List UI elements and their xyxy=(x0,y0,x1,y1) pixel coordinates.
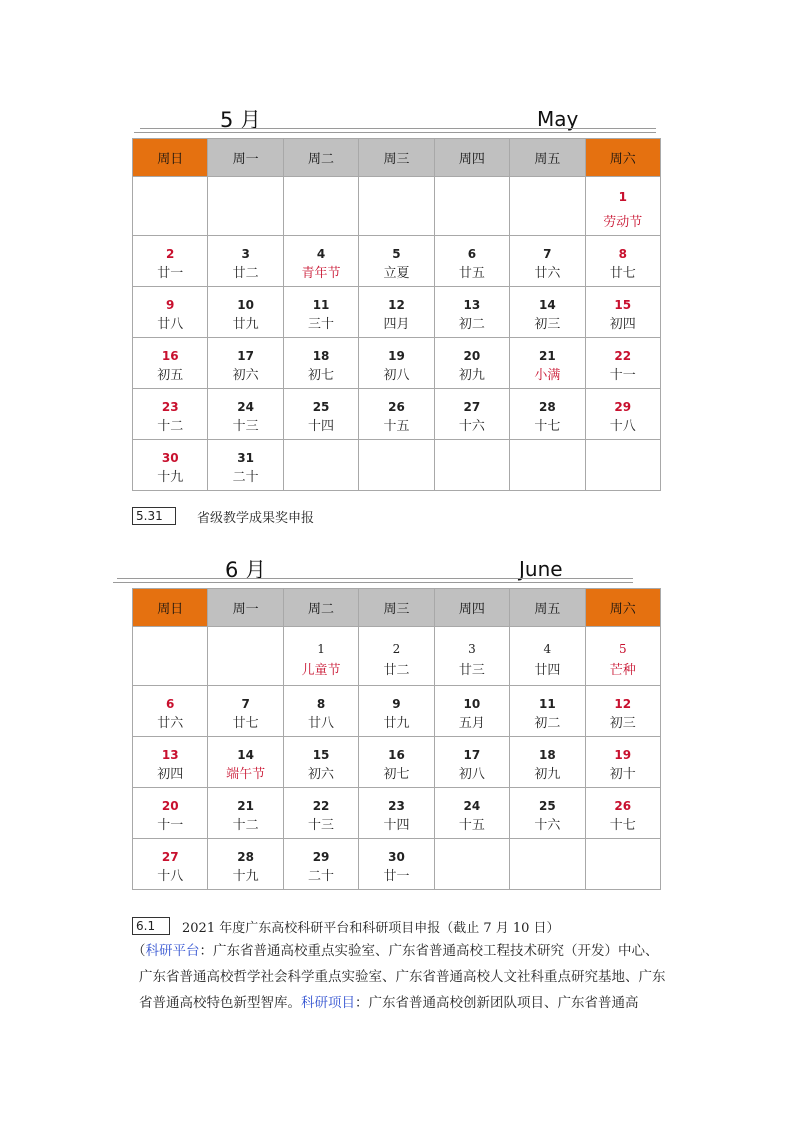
weekday-header: 周三 xyxy=(359,139,434,177)
day-number: 17 xyxy=(463,748,481,762)
lunar-date: 初六 xyxy=(232,368,259,383)
day-number: 27 xyxy=(463,400,481,414)
holiday-label: 儿童节 xyxy=(301,663,341,678)
lunar-date: 初七 xyxy=(383,767,410,782)
lunar-date: 初六 xyxy=(308,767,335,782)
day-cell xyxy=(434,389,509,440)
lunar-date: 初八 xyxy=(383,368,410,383)
lunar-date: 廿七 xyxy=(232,716,259,731)
lunar-date: 十五 xyxy=(458,818,485,833)
day-number: 6 xyxy=(467,247,477,261)
day-cell xyxy=(208,389,283,440)
lunar-date: 廿六 xyxy=(534,266,561,281)
day-number: 20 xyxy=(161,799,179,813)
day-cell xyxy=(359,686,434,737)
day-number: 21 xyxy=(538,349,556,363)
may-title-en: May xyxy=(537,107,579,131)
holiday-label: 小满 xyxy=(534,368,561,383)
day-number: 1 xyxy=(618,190,627,204)
day-number: 16 xyxy=(161,349,179,363)
day-number: 17 xyxy=(237,349,254,363)
lunar-date: 廿二 xyxy=(232,266,259,281)
lunar-date: 十八 xyxy=(609,419,636,434)
june-note-text: 2021 年度广东高校科研平台和科研项目申报（截止 7 月 10 日） xyxy=(182,921,560,936)
day-cell xyxy=(208,686,283,737)
day-number: 30 xyxy=(161,451,179,465)
weekday-header: 周日 xyxy=(133,589,208,627)
day-number: 9 xyxy=(166,298,175,312)
day-number: 10 xyxy=(463,697,481,711)
day-cell xyxy=(359,338,434,389)
lunar-date: 立夏 xyxy=(383,266,410,281)
weekday-header: 周六 xyxy=(585,139,660,177)
lunar-date: 二十 xyxy=(308,869,335,884)
day-cell xyxy=(510,686,585,737)
day-cell xyxy=(434,338,509,389)
june-title-en: June xyxy=(519,557,563,581)
day-number: 24 xyxy=(237,400,254,414)
june-calendar xyxy=(132,588,661,890)
lunar-date: 初三 xyxy=(609,716,636,731)
weekday-header: 周二 xyxy=(283,139,358,177)
day-number: 10 xyxy=(237,298,254,312)
day-number: 8 xyxy=(618,247,627,261)
day-cell xyxy=(208,440,283,491)
day-number: 8 xyxy=(316,697,326,711)
weekday-header: 周三 xyxy=(359,589,434,627)
day-cell xyxy=(510,177,585,236)
day-number: 23 xyxy=(161,400,179,414)
day-cell xyxy=(434,236,509,287)
day-cell xyxy=(585,839,660,890)
day-cell xyxy=(510,236,585,287)
weekday-header: 周五 xyxy=(510,589,585,627)
day-cell xyxy=(359,839,434,890)
day-number: 19 xyxy=(614,748,632,762)
weekday-header: 周日 xyxy=(133,139,208,177)
day-cell xyxy=(283,686,358,737)
week-row xyxy=(133,338,661,389)
paragraph-open: （ xyxy=(132,943,146,959)
lunar-date: 十五 xyxy=(383,419,410,434)
day-cell xyxy=(283,627,358,686)
day-cell xyxy=(434,839,509,890)
holiday-label: 端午节 xyxy=(226,767,266,782)
week-row xyxy=(133,737,661,788)
lunar-date: 四月 xyxy=(383,317,410,332)
lunar-date: 初十 xyxy=(609,767,636,782)
lunar-date: 初四 xyxy=(157,767,184,782)
day-cell xyxy=(133,287,208,338)
day-number: 12 xyxy=(388,298,405,312)
lunar-date: 十七 xyxy=(534,419,561,434)
lunar-date: 十三 xyxy=(308,818,335,833)
day-cell xyxy=(359,627,434,686)
day-number: 13 xyxy=(463,298,481,312)
day-number: 9 xyxy=(392,697,401,711)
lunar-date: 廿九 xyxy=(232,317,259,332)
day-cell xyxy=(434,686,509,737)
day-cell xyxy=(283,839,358,890)
lunar-date: 廿四 xyxy=(534,663,561,678)
day-number: 28 xyxy=(538,400,556,414)
day-number: 2 xyxy=(166,247,175,261)
day-cell xyxy=(359,440,434,491)
week-row xyxy=(133,177,661,236)
day-number: 2 xyxy=(392,642,401,656)
day-cell xyxy=(208,177,283,236)
week-row xyxy=(133,839,661,890)
day-cell xyxy=(510,627,585,686)
lunar-date: 廿二 xyxy=(383,663,410,678)
research-platform-text: ：广东省普通高校重点实验室、广东省普通高校工程技术研究（开发）中心、广东省普通高校哲学社会科学重点实验室、广东省普通高校人文社科重点研究基地、广东省普通高校特色新型智库。 xyxy=(139,943,666,1011)
day-number: 3 xyxy=(468,642,476,656)
day-cell xyxy=(434,287,509,338)
day-cell xyxy=(208,788,283,839)
day-cell xyxy=(283,788,358,839)
day-cell xyxy=(434,737,509,788)
day-cell xyxy=(133,177,208,236)
day-cell xyxy=(283,287,358,338)
week-row xyxy=(133,287,661,338)
may-rule-top xyxy=(140,128,656,129)
day-number: 5 xyxy=(392,247,401,261)
weekday-header: 周五 xyxy=(510,139,585,177)
lunar-date: 初三 xyxy=(534,317,561,332)
lunar-date: 初四 xyxy=(609,317,636,332)
lunar-date: 十二 xyxy=(232,818,259,833)
day-number: 5 xyxy=(618,642,627,656)
lunar-date: 三十 xyxy=(308,317,335,332)
day-cell xyxy=(359,389,434,440)
day-number: 25 xyxy=(538,799,556,813)
day-cell xyxy=(585,236,660,287)
day-cell xyxy=(359,287,434,338)
day-cell xyxy=(133,627,208,686)
day-cell xyxy=(359,737,434,788)
day-number: 14 xyxy=(538,298,556,312)
day-cell xyxy=(133,440,208,491)
day-cell xyxy=(133,686,208,737)
day-cell xyxy=(133,338,208,389)
lunar-date: 十八 xyxy=(157,869,184,884)
day-cell xyxy=(359,177,434,236)
day-number: 11 xyxy=(538,697,556,711)
weekday-header: 周一 xyxy=(208,589,283,627)
day-cell xyxy=(283,440,358,491)
lunar-date: 廿九 xyxy=(383,716,410,731)
lunar-date: 十九 xyxy=(232,869,259,884)
day-cell xyxy=(585,389,660,440)
lunar-date: 初二 xyxy=(458,317,485,332)
weekday-header: 周四 xyxy=(434,139,509,177)
day-cell xyxy=(133,389,208,440)
lunar-date: 十四 xyxy=(383,818,410,833)
day-cell xyxy=(510,788,585,839)
week-row xyxy=(133,236,661,287)
lunar-date: 廿三 xyxy=(458,663,485,678)
day-number: 22 xyxy=(312,799,330,813)
june-rule-top xyxy=(117,578,633,579)
lunar-date: 初八 xyxy=(458,767,485,782)
research-project-text: ：广东省普通高校创新团队项目、广东省普通高 xyxy=(355,995,639,1011)
lunar-date: 十七 xyxy=(609,818,636,833)
lunar-date: 十一 xyxy=(609,368,636,383)
day-cell xyxy=(434,440,509,491)
day-cell xyxy=(585,627,660,686)
day-number: 4 xyxy=(316,247,326,261)
weekday-header: 周二 xyxy=(283,589,358,627)
lunar-date: 十六 xyxy=(458,419,485,434)
holiday-label: 劳动节 xyxy=(603,215,643,230)
day-number: 28 xyxy=(237,850,254,864)
day-number: 29 xyxy=(614,400,632,414)
june-note-date: 6.1 xyxy=(132,917,170,935)
day-number: 11 xyxy=(312,298,330,312)
day-cell xyxy=(585,440,660,491)
lunar-date: 廿五 xyxy=(458,266,485,281)
lunar-date: 廿八 xyxy=(157,317,184,332)
day-cell xyxy=(585,177,660,236)
research-paragraph xyxy=(132,938,669,1016)
day-cell xyxy=(585,338,660,389)
day-number: 31 xyxy=(237,451,254,465)
june-title: 6 月 xyxy=(225,558,267,582)
day-cell xyxy=(434,627,509,686)
lunar-date: 十三 xyxy=(232,419,259,434)
day-cell xyxy=(585,686,660,737)
day-cell xyxy=(208,287,283,338)
week-row xyxy=(133,440,661,491)
day-cell xyxy=(510,737,585,788)
lunar-date: 五月 xyxy=(458,716,485,731)
day-number: 23 xyxy=(388,799,405,813)
day-number: 30 xyxy=(388,850,405,864)
day-cell xyxy=(585,788,660,839)
lunar-date: 十一 xyxy=(157,818,184,833)
week-row xyxy=(133,686,661,737)
weekday-header: 周一 xyxy=(208,139,283,177)
day-cell xyxy=(434,788,509,839)
day-number: 14 xyxy=(237,748,254,762)
lunar-date: 初二 xyxy=(534,716,561,731)
lunar-date: 十二 xyxy=(157,419,184,434)
day-number: 20 xyxy=(463,349,481,363)
day-number: 19 xyxy=(388,349,405,363)
day-cell xyxy=(208,737,283,788)
day-number: 29 xyxy=(312,850,330,864)
weekday-header: 周六 xyxy=(585,589,660,627)
week-row xyxy=(133,627,661,686)
day-number: 18 xyxy=(538,748,556,762)
lunar-date: 廿八 xyxy=(308,716,335,731)
holiday-label: 青年节 xyxy=(301,266,341,281)
lunar-date: 十四 xyxy=(308,419,335,434)
day-cell xyxy=(585,287,660,338)
day-number: 7 xyxy=(241,697,250,711)
may-rule-bottom xyxy=(134,132,656,133)
day-number: 26 xyxy=(614,799,632,813)
day-number: 15 xyxy=(312,748,330,762)
day-cell xyxy=(208,839,283,890)
day-number: 7 xyxy=(543,247,552,261)
day-number: 26 xyxy=(388,400,405,414)
may-note-text: 省级教学成果奖申报 xyxy=(197,511,315,526)
day-cell xyxy=(283,236,358,287)
lunar-date: 廿六 xyxy=(157,716,184,731)
day-number: 1 xyxy=(317,642,325,656)
day-cell xyxy=(510,338,585,389)
day-cell xyxy=(133,737,208,788)
day-number: 12 xyxy=(614,697,632,711)
day-cell xyxy=(510,440,585,491)
day-cell xyxy=(359,788,434,839)
day-cell xyxy=(133,839,208,890)
lunar-date: 廿一 xyxy=(157,266,184,281)
research-project-label: 科研项目 xyxy=(301,995,355,1011)
day-cell xyxy=(208,627,283,686)
day-cell xyxy=(510,389,585,440)
day-number: 21 xyxy=(237,799,254,813)
day-number: 3 xyxy=(241,247,250,261)
day-cell xyxy=(133,236,208,287)
may-title: 5 月 xyxy=(220,108,262,132)
day-number: 24 xyxy=(463,799,481,813)
week-row xyxy=(133,389,661,440)
week-row xyxy=(133,788,661,839)
lunar-date: 初九 xyxy=(534,767,561,782)
day-cell xyxy=(359,236,434,287)
day-cell xyxy=(208,236,283,287)
day-number: 15 xyxy=(614,298,632,312)
holiday-label: 芒种 xyxy=(609,663,636,678)
day-cell xyxy=(510,839,585,890)
june-rule-bottom xyxy=(113,582,633,583)
may-note-date: 5.31 xyxy=(132,507,176,525)
lunar-date: 十六 xyxy=(534,818,561,833)
day-number: 27 xyxy=(161,850,179,864)
lunar-date: 十九 xyxy=(157,470,184,485)
day-number: 6 xyxy=(166,697,175,711)
may-calendar xyxy=(132,138,661,491)
research-platform-label: 科研平台 xyxy=(145,943,200,959)
lunar-date: 廿一 xyxy=(383,869,410,884)
day-cell xyxy=(510,287,585,338)
day-number: 22 xyxy=(614,349,632,363)
day-cell xyxy=(133,788,208,839)
lunar-date: 初五 xyxy=(157,368,184,383)
day-cell xyxy=(283,389,358,440)
day-cell xyxy=(283,737,358,788)
day-number: 4 xyxy=(543,642,552,656)
day-cell xyxy=(283,177,358,236)
lunar-date: 初九 xyxy=(458,368,485,383)
day-number: 13 xyxy=(161,748,179,762)
day-cell xyxy=(208,338,283,389)
day-number: 18 xyxy=(312,349,330,363)
day-cell xyxy=(434,177,509,236)
day-cell xyxy=(283,338,358,389)
lunar-date: 初七 xyxy=(308,368,335,383)
day-cell xyxy=(585,737,660,788)
lunar-date: 二十 xyxy=(232,470,259,485)
weekday-header: 周四 xyxy=(434,589,509,627)
day-number: 25 xyxy=(312,400,330,414)
lunar-date: 廿七 xyxy=(609,266,636,281)
day-number: 16 xyxy=(388,748,405,762)
